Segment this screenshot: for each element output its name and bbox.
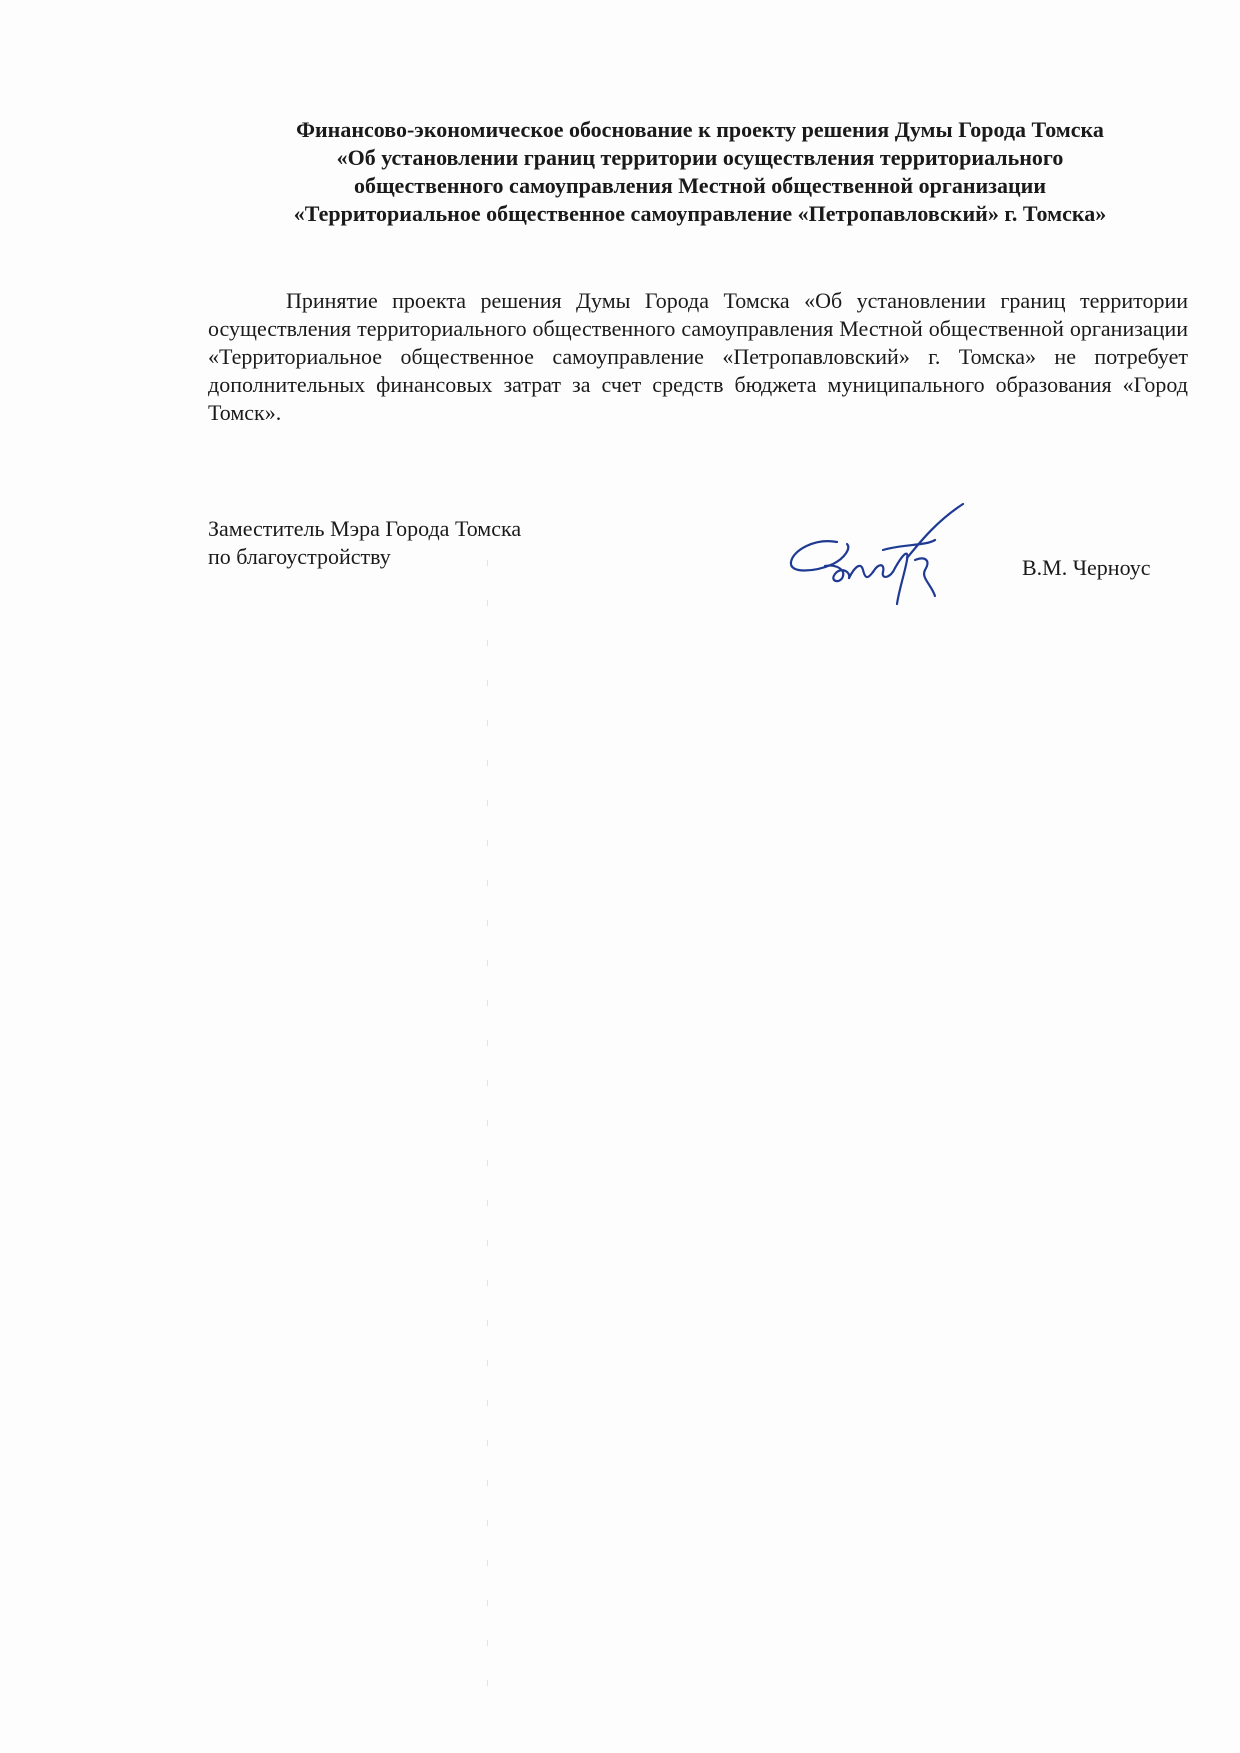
document-title bbox=[200, 116, 1200, 228]
signatory-position-line: Заместитель Мэра Города Томска bbox=[208, 516, 522, 541]
title-line: «Территориальное общественное самоуправление «Петропавловский» г. Томска» bbox=[293, 201, 1107, 226]
body-paragraph: Принятие проекта решения Думы Города Томска «Об установлении границ территории осуществления территориального общественного самоуправления Местной общественной организации «Территориальное общественное самоуправление «Петропавловский» г. Томска» не потребует дополнительных финансовых затрат за счет средств бюджета муниципального образования «Город Томск». bbox=[208, 288, 1188, 425]
title-line: Финансово-экономическое обоснование к проекту решения Думы Города Томска bbox=[296, 117, 1104, 142]
signatory-position bbox=[208, 515, 521, 571]
scan-artifact-line bbox=[487, 560, 488, 1720]
handwritten-signature bbox=[785, 500, 975, 610]
title-line: «Об установлении границ территории осуществления территориального bbox=[336, 145, 1064, 170]
title-line: общественного самоуправления Местной общественной организации bbox=[353, 173, 1047, 198]
signer-name: В.М. Черноус bbox=[1022, 555, 1151, 580]
signatory-position-line: по благоустройству bbox=[208, 544, 391, 569]
